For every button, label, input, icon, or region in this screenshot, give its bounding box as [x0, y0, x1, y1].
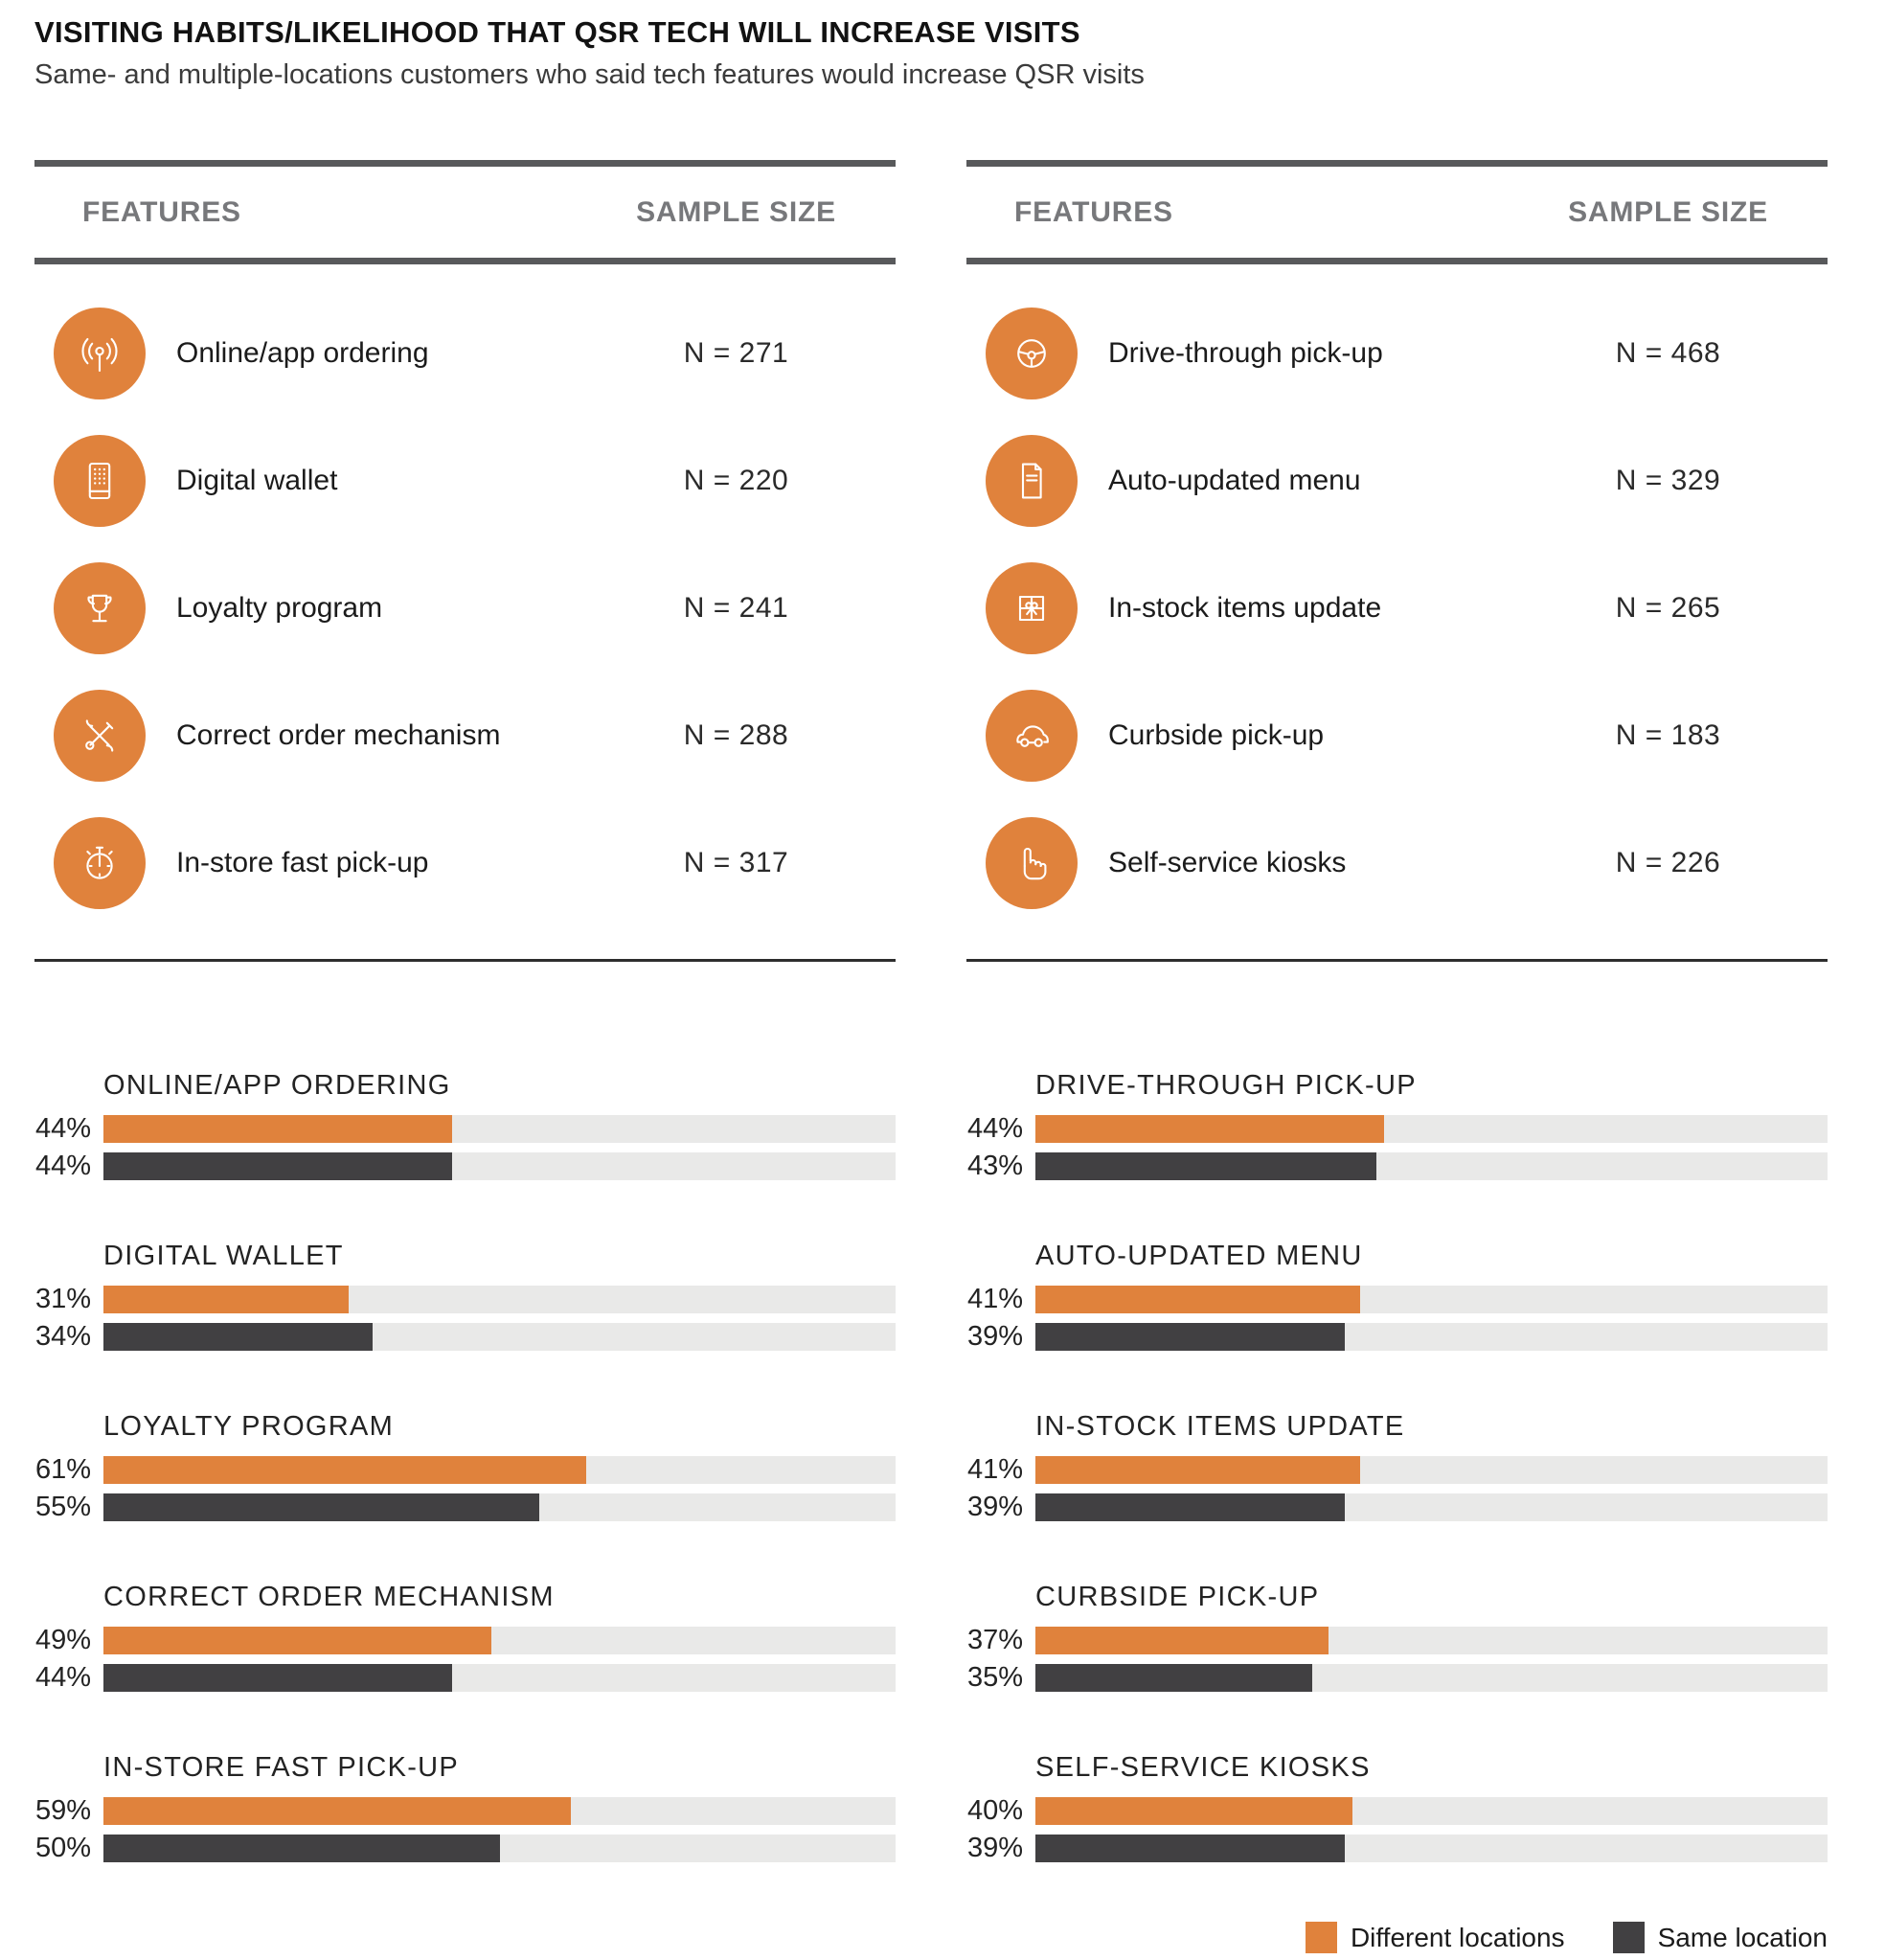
- chart-self-service-kiosks: [966, 1751, 1828, 1864]
- table-header: [34, 167, 896, 258]
- bar-value-label: 39%: [966, 1833, 1023, 1863]
- feature-label: Drive-through pick-up: [1108, 336, 1383, 369]
- chart-title: ONLINE/APP ORDERING: [103, 1070, 451, 1101]
- features-column-header: FEATURES: [82, 195, 241, 228]
- chart-title: IN-STOCK ITEMS UPDATE: [1035, 1411, 1405, 1442]
- sample-size-column-header: SAMPLE SIZE: [1568, 195, 1768, 228]
- bar-track: [103, 1835, 896, 1862]
- bar-fill-same-location: [1035, 1664, 1312, 1692]
- bar-fill-different-locations: [1035, 1456, 1360, 1484]
- bar-track: [1035, 1152, 1828, 1180]
- sample-size-value: N = 241: [683, 591, 789, 624]
- table-header: [966, 167, 1828, 258]
- bar-track: [1035, 1493, 1828, 1521]
- chart-title: AUTO-UPDATED MENU: [1035, 1241, 1363, 1271]
- bar-fill-different-locations: [103, 1456, 586, 1484]
- table-bottom-rule: [34, 959, 896, 962]
- table-row: [966, 417, 1828, 544]
- bar-row-different-locations: [34, 1454, 896, 1486]
- feature-label: Self-service kiosks: [1108, 846, 1347, 878]
- page-title: VISITING HABITS/LIKELIHOOD THAT QSR TECH WILL INCREASE VISITS: [34, 15, 1080, 49]
- table-row: [34, 799, 896, 926]
- bar-fill-different-locations: [1035, 1286, 1360, 1313]
- chart-in-stock-items-update: [966, 1410, 1828, 1523]
- feature-label: In-stock items update: [1108, 591, 1382, 624]
- bar-value-label: 37%: [966, 1625, 1023, 1655]
- chart-in-store-fast-pick-up: [34, 1751, 896, 1864]
- chart-column-left: [34, 1069, 896, 1953]
- bar-track: [1035, 1664, 1828, 1692]
- chart-title: CORRECT ORDER MECHANISM: [103, 1582, 555, 1612]
- bar-row-different-locations: [966, 1625, 1828, 1656]
- bar-fill-same-location: [1035, 1323, 1345, 1351]
- bar-value-label: 44%: [34, 1662, 91, 1693]
- bar-track: [1035, 1456, 1828, 1484]
- bar-value-label: 31%: [34, 1284, 91, 1314]
- table-header-rule: [966, 258, 1828, 264]
- bar-row-different-locations: [34, 1625, 896, 1656]
- table-row: [34, 672, 896, 799]
- bar-row-same-location: [966, 1492, 1828, 1523]
- sample-size-value: N = 220: [683, 464, 789, 496]
- features-column-header: FEATURES: [1014, 195, 1173, 228]
- sample-size-value: N = 317: [683, 846, 789, 878]
- bar-track: [1035, 1797, 1828, 1825]
- broadcast-icon: [54, 308, 146, 399]
- table-body: [966, 264, 1828, 959]
- bar-value-label: 39%: [966, 1492, 1023, 1522]
- chart-correct-order-mechanism: [34, 1581, 896, 1694]
- sample-size-value: N = 183: [1615, 718, 1721, 751]
- bar-value-label: 44%: [34, 1113, 91, 1144]
- bar-value-label: 61%: [34, 1454, 91, 1485]
- chart-column-right: [966, 1069, 1828, 1953]
- chart-loyalty-program: [34, 1410, 896, 1523]
- bar-row-same-location: [966, 1151, 1828, 1182]
- feature-label: Auto-updated menu: [1108, 464, 1361, 496]
- bar-charts: [34, 1069, 1828, 1953]
- bar-row-different-locations: [966, 1284, 1828, 1315]
- bar-fill-different-locations: [103, 1286, 349, 1313]
- sample-size-value: N = 329: [1615, 464, 1721, 496]
- bar-fill-same-location: [103, 1835, 500, 1862]
- bar-fill-different-locations: [1035, 1797, 1352, 1825]
- bar-track: [1035, 1835, 1828, 1862]
- feature-table-left: [34, 160, 896, 962]
- feature-label: In-store fast pick-up: [176, 846, 429, 878]
- bar-fill-different-locations: [1035, 1115, 1384, 1143]
- legend-swatch-same-location: [1613, 1922, 1645, 1953]
- chart-legend: [966, 1922, 1828, 1953]
- table-row: [966, 544, 1828, 672]
- trophy-icon: [54, 562, 146, 654]
- bar-track: [103, 1797, 896, 1825]
- table-row: [34, 544, 896, 672]
- bar-row-same-location: [966, 1662, 1828, 1694]
- bar-fill-different-locations: [103, 1627, 491, 1654]
- bar-value-label: 43%: [966, 1151, 1023, 1181]
- table-row: [34, 417, 896, 544]
- bar-value-label: 49%: [34, 1625, 91, 1655]
- bar-row-different-locations: [966, 1113, 1828, 1145]
- bar-row-same-location: [34, 1321, 896, 1353]
- table-row: [966, 672, 1828, 799]
- page-subtitle: Same- and multiple-locations customers who said tech features would increase QSR visits: [34, 59, 1145, 90]
- bar-fill-different-locations: [103, 1115, 452, 1143]
- legend-swatch-different-locations: [1306, 1922, 1337, 1953]
- feature-label: Correct order mechanism: [176, 718, 501, 751]
- bar-fill-same-location: [103, 1493, 539, 1521]
- table-top-rule: [34, 160, 896, 167]
- bar-row-same-location: [34, 1492, 896, 1523]
- bar-value-label: 40%: [966, 1795, 1023, 1826]
- chart-curbside-pick-up: [966, 1581, 1828, 1694]
- chart-online-app-ordering: [34, 1069, 896, 1182]
- feature-tables: [34, 160, 1828, 962]
- legend-label-different-locations: Different locations: [1350, 1922, 1565, 1952]
- chart-title: DRIVE-THROUGH PICK-UP: [1035, 1070, 1417, 1101]
- stopwatch-icon: [54, 817, 146, 909]
- feature-label: Curbside pick-up: [1108, 718, 1325, 751]
- bar-row-different-locations: [966, 1454, 1828, 1486]
- bar-row-same-location: [34, 1833, 896, 1864]
- chart-drive-through-pick-up: [966, 1069, 1828, 1182]
- bar-row-same-location: [966, 1321, 1828, 1353]
- bar-value-label: 39%: [966, 1321, 1023, 1352]
- sample-size-column-header: SAMPLE SIZE: [636, 195, 836, 228]
- chart-digital-wallet: [34, 1240, 896, 1353]
- bar-value-label: 59%: [34, 1795, 91, 1826]
- bar-fill-same-location: [1035, 1493, 1345, 1521]
- bar-fill-same-location: [103, 1323, 373, 1351]
- chart-title: LOYALTY PROGRAM: [103, 1411, 395, 1442]
- bar-row-different-locations: [34, 1795, 896, 1827]
- bar-value-label: 34%: [34, 1321, 91, 1352]
- bar-row-different-locations: [34, 1284, 896, 1315]
- sample-size-value: N = 265: [1615, 591, 1721, 624]
- bar-track: [1035, 1627, 1828, 1654]
- bar-fill-same-location: [103, 1664, 452, 1692]
- bar-row-same-location: [966, 1833, 1828, 1864]
- table-top-rule: [966, 160, 1828, 167]
- bar-fill-same-location: [1035, 1835, 1345, 1862]
- phone-keypad-icon: [54, 435, 146, 527]
- pointing-hand-icon: [986, 817, 1078, 909]
- bar-track: [103, 1286, 896, 1313]
- bar-value-label: 44%: [34, 1151, 91, 1181]
- sample-size-value: N = 288: [683, 718, 789, 751]
- car-icon: [986, 690, 1078, 782]
- feature-label: Loyalty program: [176, 591, 383, 624]
- bar-fill-same-location: [1035, 1152, 1376, 1180]
- bar-track: [103, 1152, 896, 1180]
- bar-value-label: 41%: [966, 1454, 1023, 1485]
- bar-value-label: 41%: [966, 1284, 1023, 1314]
- sample-size-value: N = 271: [683, 336, 789, 369]
- legend-label-same-location: Same location: [1657, 1922, 1828, 1952]
- feature-label: Digital wallet: [176, 464, 338, 496]
- bar-row-same-location: [34, 1662, 896, 1694]
- bar-value-label: 35%: [966, 1662, 1023, 1693]
- bar-row-same-location: [34, 1151, 896, 1182]
- bar-value-label: 55%: [34, 1492, 91, 1522]
- table-row: [966, 289, 1828, 417]
- bar-fill-same-location: [103, 1152, 452, 1180]
- chart-title: CURBSIDE PICK-UP: [1035, 1582, 1320, 1612]
- chart-auto-updated-menu: [966, 1240, 1828, 1353]
- chart-title: IN-STORE FAST PICK-UP: [103, 1752, 460, 1783]
- chart-title: DIGITAL WALLET: [103, 1241, 344, 1271]
- feature-table-right: [966, 160, 1828, 962]
- sample-size-value: N = 226: [1615, 846, 1721, 878]
- table-bottom-rule: [966, 959, 1828, 962]
- bar-row-different-locations: [966, 1795, 1828, 1827]
- bar-row-different-locations: [34, 1113, 896, 1145]
- sample-size-value: N = 468: [1615, 336, 1721, 369]
- bar-track: [1035, 1115, 1828, 1143]
- bar-track: [103, 1493, 896, 1521]
- document-icon: [986, 435, 1078, 527]
- bar-track: [103, 1323, 896, 1351]
- bar-track: [1035, 1286, 1828, 1313]
- bar-track: [103, 1664, 896, 1692]
- bar-track: [103, 1627, 896, 1654]
- bar-value-label: 44%: [966, 1113, 1023, 1144]
- table-row: [34, 289, 896, 417]
- bar-fill-different-locations: [103, 1797, 571, 1825]
- table-row: [966, 799, 1828, 926]
- bar-value-label: 50%: [34, 1833, 91, 1863]
- feature-label: Online/app ordering: [176, 336, 429, 369]
- table-header-rule: [34, 258, 896, 264]
- crossed-tools-icon: [54, 690, 146, 782]
- bar-track: [1035, 1323, 1828, 1351]
- package-icon: [986, 562, 1078, 654]
- chart-title: SELF-SERVICE KIOSKS: [1035, 1752, 1371, 1783]
- steering-wheel-icon: [986, 308, 1078, 399]
- bar-fill-different-locations: [1035, 1627, 1329, 1654]
- bar-track: [103, 1115, 896, 1143]
- table-body: [34, 264, 896, 959]
- bar-track: [103, 1456, 896, 1484]
- page-header: [34, 15, 1828, 91]
